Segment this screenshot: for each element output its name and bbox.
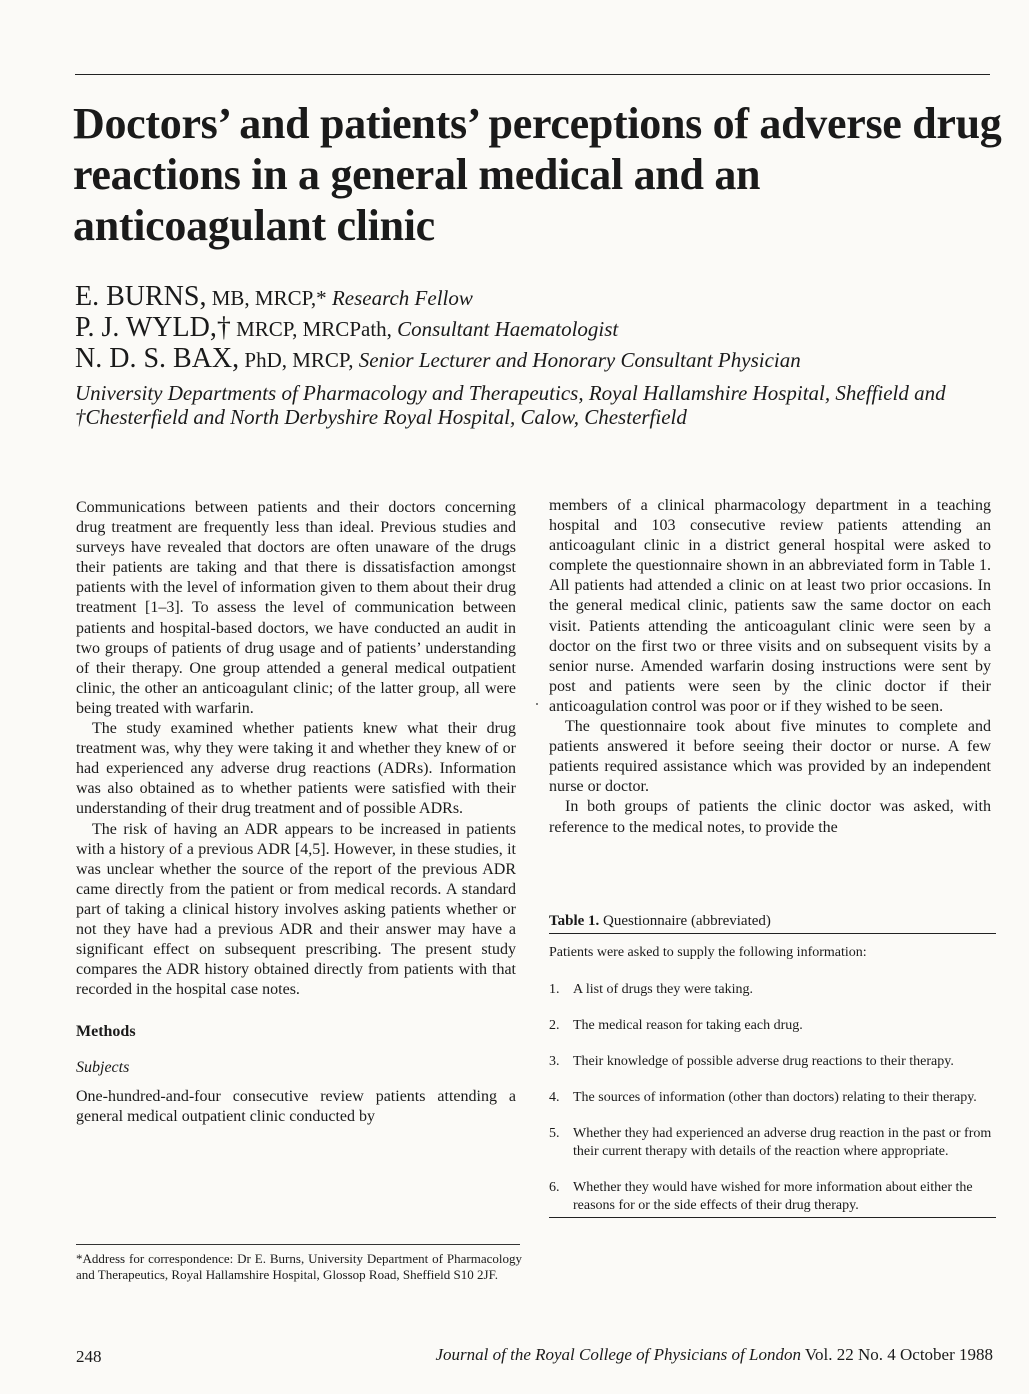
- list-item: [549, 1179, 996, 1215]
- item-number: 5.: [549, 1126, 560, 1141]
- author-wyld: [75, 313, 1005, 344]
- journal-issue: Vol. 22 No. 4 October 1988: [800, 1345, 993, 1364]
- item-text: Their knowledge of possible adverse drug reactions to their therapy.: [573, 1054, 954, 1069]
- correspondence-footnote: *Address for correspondence: Dr E. Burns, University Department of Pharmacology and Therapeutics, Royal Hallamshire Hospital, Glossop Road, Sheffield S10 2JF.: [76, 1251, 522, 1283]
- author-name: E. BURNS,: [75, 281, 207, 312]
- left-column: [76, 498, 516, 1127]
- list-item: [549, 1053, 996, 1071]
- item-number: 1.: [549, 982, 560, 997]
- author-credentials: PhD, MRCP,: [239, 348, 359, 372]
- footnote-rule: [76, 1244, 520, 1245]
- item-text: Whether they would have wished for more information about either the reasons for or the side effects of their drug therapy.: [573, 1180, 973, 1213]
- author-role: Consultant Haematologist: [397, 317, 619, 341]
- body-paragraph: members of a clinical pharmacology department in a teaching hospital and 103 consecutive review patients attending an anticoagulant clinic in a district general hospital were asked to complete the questionnaire shown in an abbreviated form in Table 1. All patients had attended a clinic on at least two prior occasions. In the general medical clinic, patients saw the same doctor on each visit. Patients attending the anticoagulant clinic were seen by a doctor on the first two or three visits and on subsequent visits by a senior nurse. Amended warfarin dosing instructions were sent by post and patients were seen by the clinic doctor if their anticoagulation control was poor or if they wished to be seen.: [549, 497, 991, 715]
- item-number: 4.: [549, 1090, 560, 1105]
- article-title: Doctors’ and patients’ perceptions of adverse drug reactions in a general medical and an anticoagulant clinic: [73, 99, 1002, 250]
- author-role: Senior Lecturer and Honorary Consultant Physician: [358, 348, 801, 372]
- body-paragraph: The study examined whether patients knew what their drug treatment was, why they were taking it and whether they knew of or had experienced any adverse drug reactions (ADRs). Information was also obtained as to whether patients were satisfied with their understanding of their drug treatment and of possible ADRs.: [76, 720, 516, 818]
- list-item: [549, 981, 996, 999]
- item-text: The sources of information (other than doctors) relating to their therapy.: [573, 1090, 977, 1105]
- author-role: Research Fellow: [331, 286, 473, 310]
- journal-name: Journal of the Royal College of Physicians of London: [435, 1345, 801, 1364]
- body-paragraph: The risk of having an ADR appears to be increased in patients with a history of a previous ADR [4,5]. However, in these studies, it was unclear whether the source of the report of the previous ADR came directly from the patient or from medical records. A standard part of taking a clinical history involves asking patients whether or not they have had a previous ADR and their answer may have a significant effect on subsequent prescribing. The present study compares the ADR history obtained directly from patients with that recorded in the hospital case notes.: [76, 820, 516, 999]
- item-number: 3.: [549, 1054, 560, 1069]
- table-label: Table 1.: [549, 913, 600, 929]
- author-name: N. D. S. BAX,: [75, 343, 240, 374]
- table-intro: Patients were asked to supply the following information:: [549, 945, 867, 960]
- list-item: [549, 1017, 996, 1035]
- journal-citation: [436, 1345, 994, 1365]
- questionnaire-list: [549, 981, 996, 1215]
- table-caption: [549, 913, 996, 934]
- body-paragraph: In both groups of patients the clinic doctor was asked, with reference to the medical notes, to provide the: [549, 798, 991, 836]
- table-caption-text: Questionnaire (abbreviated): [599, 913, 771, 929]
- list-item: [549, 1125, 996, 1161]
- body-paragraph: Communications between patients and their doctors concerning drug treatment are frequently less than ideal. Previous studies and surveys have revealed that doctors are often unaware of the drugs their patients are taking and that there is dissatisfaction amongst patients with the level of information given to them about their drug treatment [1–3]. To assess the level of communication between patients and hospital-based doctors, we have conducted an audit in two groups of patients of drug usage and of patients’ understanding of their therapy. One group attended a general medical outpatient clinic, the other an anticoagulant clinic; of the latter group, all were being treated with warfarin.: [76, 499, 516, 717]
- subsection-heading-subjects: Subjects: [76, 1059, 130, 1077]
- item-number: 6.: [549, 1180, 560, 1195]
- section-heading-methods: Methods: [76, 1023, 136, 1041]
- top-rule: [75, 74, 990, 75]
- author-bax: [75, 344, 1005, 375]
- list-item: [549, 1089, 996, 1107]
- author-burns: [75, 282, 1005, 313]
- page-number: 248: [76, 1347, 102, 1366]
- item-text: A list of drugs they were taking.: [573, 982, 754, 997]
- author-name: P. J. WYLD,†: [75, 312, 231, 343]
- author-credentials: MRCP, MRCPath,: [230, 317, 398, 341]
- stray-mark: [536, 703, 538, 705]
- affiliation: University Departments of Pharmacology and Therapeutics, Royal Hallamshire Hospital, Sheffield and †Chesterfield and North Derbyshire Royal Hospital, Calow, Chesterfield: [75, 381, 946, 429]
- body-paragraph: One-hundred-and-four consecutive review patients attending a general medical outpatient clinic conducted by: [76, 1087, 516, 1125]
- body-paragraph: The questionnaire took about five minutes to complete and patients answered it before seeing their doctor or nurse. A few patients required assistance which was provided by an independent nurse or doctor.: [549, 718, 991, 796]
- table-questionnaire: [549, 913, 996, 1218]
- author-credentials: MB, MRCP,*: [206, 286, 332, 310]
- item-text: Whether they had experienced an adverse drug reaction in the past or from their current therapy with details of the reaction where appropriate.: [573, 1126, 992, 1159]
- right-column: [549, 496, 991, 838]
- table-bottom-rule: [549, 1217, 996, 1218]
- item-number: 2.: [549, 1018, 560, 1033]
- author-list: [75, 282, 1005, 375]
- item-text: The medical reason for taking each drug.: [573, 1018, 803, 1033]
